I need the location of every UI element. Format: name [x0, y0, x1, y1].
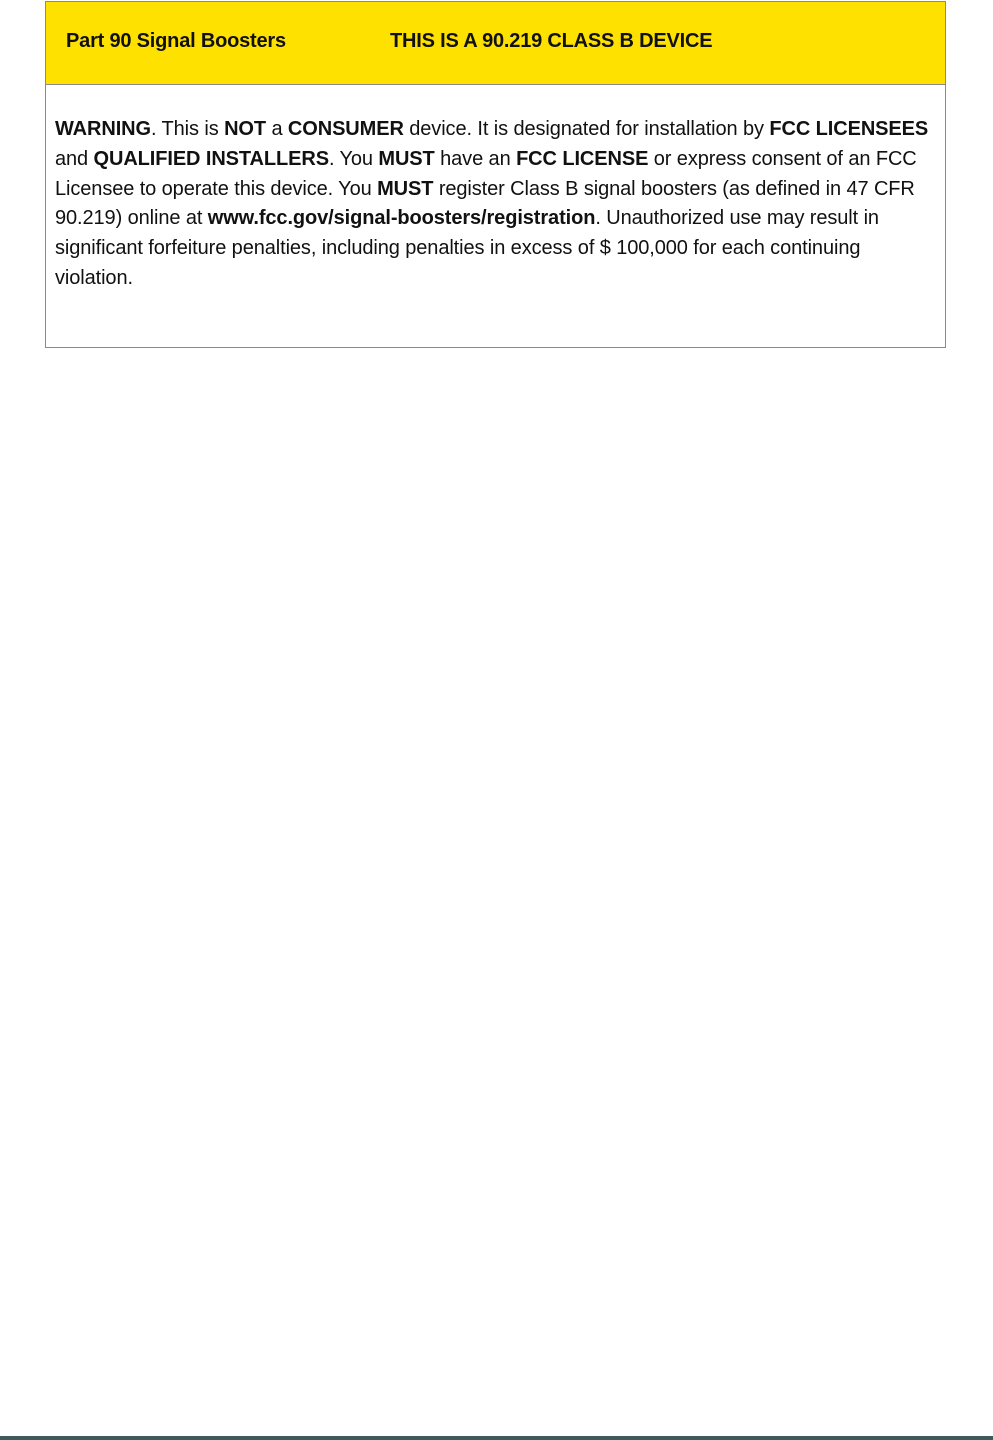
warning-segment: register Class B signal boosters (as defined in 47 CFR 90.219) online at: [55, 177, 915, 230]
warning-segment: FCC LICENSE: [516, 147, 649, 170]
fcc-warning-label: [45, 1, 946, 348]
warning-segment: have an: [434, 147, 517, 170]
warning-paragraph: [55, 115, 935, 294]
warning-segment: MUST: [377, 177, 434, 200]
warning-segment: QUALIFIED INSTALLERS: [93, 147, 329, 170]
label-header-band: [46, 2, 945, 85]
footer-rule: [0, 1436, 993, 1440]
warning-segment: device. It is designated for installation by: [403, 118, 770, 140]
warning-segment: a: [265, 118, 288, 140]
warning-segment: WARNING: [55, 118, 151, 140]
warning-segment: FCC LICENSEES: [769, 118, 929, 140]
warning-segment: . This is: [150, 118, 225, 140]
warning-segment: or express consent of an FCC Licensee to operate this device. You: [55, 147, 917, 200]
warning-segment: . You: [328, 147, 379, 170]
warning-segment: CONSUMER: [287, 118, 404, 140]
label-title: Part 90 Signal Boosters: [66, 30, 286, 52]
warning-segment: MUST: [378, 147, 435, 170]
warning-segment: and: [55, 147, 94, 170]
warning-segment: . Unauthorized use may result in significant forfeiture penalties, including penalties in excess of $ 100,000 for each continuing violation.: [55, 207, 879, 289]
warning-segment: NOT: [224, 118, 266, 140]
registration-url: www.fcc.gov/signal-boosters/registration: [207, 207, 596, 230]
device-class-heading: THIS IS A 90.219 CLASS B DEVICE: [390, 30, 713, 52]
